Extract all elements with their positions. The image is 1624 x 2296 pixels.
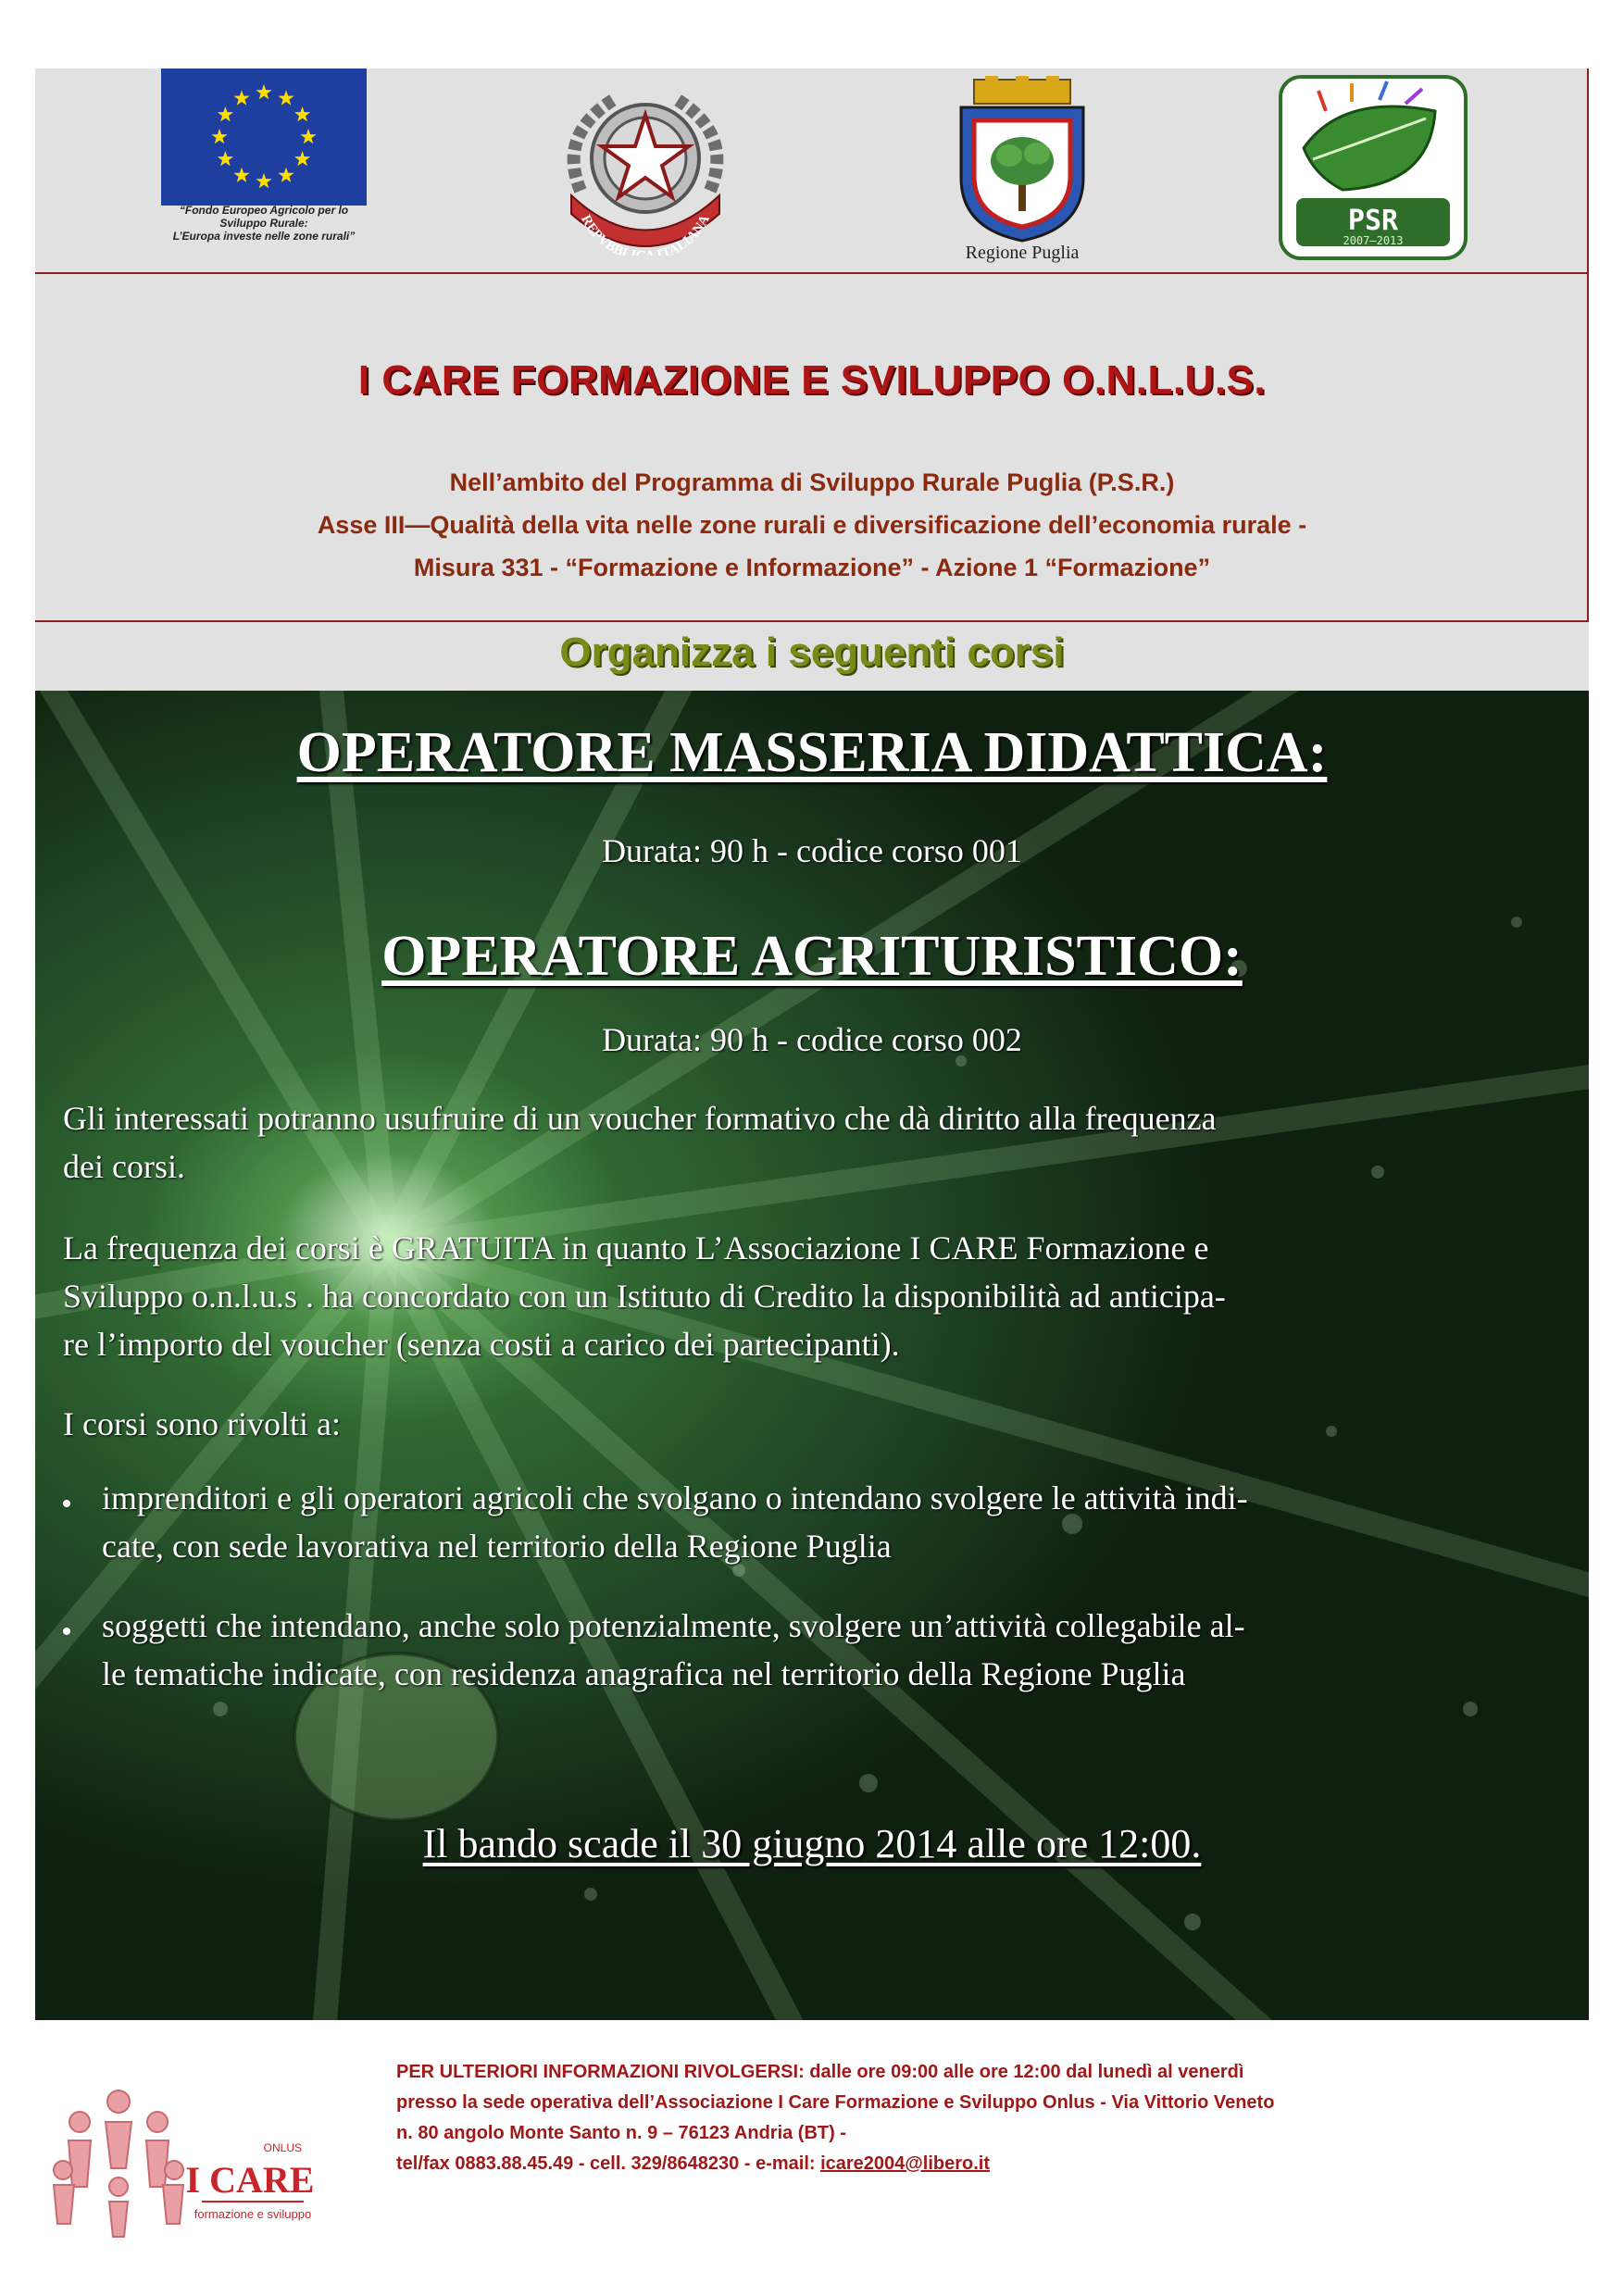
list-item-line: soggetti che intendano, anche solo potenzialmente, svolgere un’attività collegabile al- [102, 1607, 1245, 1644]
voucher-paragraph [63, 1094, 1563, 1191]
eu-star-icon [300, 129, 316, 144]
courses-panel [35, 691, 1589, 2020]
list-item-line: le tematiche indicate, con residenza anagrafica nel territorio della Regione Puglia [102, 1655, 1186, 1692]
organization-title: I CARE FORMAZIONE E SVILUPPO O.N.L.U.S. [357, 357, 1267, 403]
italian-republic-emblem-icon [539, 80, 752, 256]
regione-puglia-logo [948, 76, 1096, 270]
list-item [63, 1474, 1581, 1570]
eu-star-icon [233, 168, 249, 182]
icare-logo [44, 2066, 378, 2242]
course-title: OPERATORE MASSERIA DIDATTICA: [296, 721, 1328, 784]
eu-flag-icon [161, 69, 367, 206]
contact-line: n. 80 angolo Monte Santo n. 9 – 76123 Andria (BT) - [396, 2123, 846, 2143]
eu-star-icon [278, 90, 294, 105]
eu-caption-line: “Fondo Europeo Agricolo per lo [179, 204, 349, 217]
eu-star-icon [278, 168, 294, 182]
bullet-icon [63, 1628, 70, 1635]
eu-star-icon [211, 129, 227, 144]
eu-star-icon [256, 84, 271, 99]
program-line: Asse III—Qualità della vita nelle zone rurali e diversificazione dell’economia rurale - [317, 511, 1307, 539]
icare-onlus: ONLUS [263, 2141, 302, 2154]
psr-logo [1278, 74, 1468, 261]
contact-info [396, 2057, 1581, 2179]
eu-star-icon [294, 106, 310, 121]
deadline-text: Il bando scade il 30 giugno 2014 alle ore 12:00. [422, 1821, 1202, 1866]
eu-star-icon [294, 151, 310, 166]
eu-logo [161, 69, 367, 254]
paragraph-line: dei corsi. [63, 1148, 185, 1185]
course-info: Durata: 90 h - codice corso 001 [602, 832, 1022, 869]
program-line: Nell’ambito del Programma di Sviluppo Rurale Puglia (P.S.R.) [449, 468, 1175, 496]
icare-sub: formazione e sviluppo [194, 2207, 312, 2221]
icare-name: I CARE [185, 2159, 315, 2201]
logo-strip [35, 69, 1589, 272]
contact-line [396, 2149, 1581, 2179]
psr-text: PSR [1347, 205, 1399, 237]
paragraph-line: Sviluppo o.n.l.u.s . ha concordato con un Istituto di Credito la disponibilità ad anticipa- [63, 1278, 1226, 1315]
list-item-line: cate, con sede lavorativa nel territorio della Regione Puglia [102, 1528, 892, 1565]
eu-caption [161, 204, 367, 243]
organizza-heading: Organizza i seguenti corsi [559, 630, 1065, 675]
contact-line: presso la sede operativa dell’Associazione I Care Formazione e Sviluppo Onlus - Via Vittorio Veneto [396, 2092, 1275, 2113]
course-title: OPERATORE AGRITURISTICO: [381, 925, 1243, 988]
course-info: Durata: 90 h - codice corso 002 [602, 1021, 1022, 1058]
rivolti-paragraph: I corsi sono rivolti a: [63, 1405, 341, 1442]
list-item-line: imprenditori e gli operatori agricoli che svolgano o intendano svolgere le attività indi- [102, 1479, 1248, 1516]
regione-puglia-caption: Regione Puglia [965, 243, 1080, 263]
footer [35, 2020, 1589, 2296]
eu-star-icon [218, 106, 233, 121]
eu-caption-line: Sviluppo Rurale: [219, 217, 308, 230]
republic-text: REPVBBLI ITALIANA [578, 212, 713, 256]
contact-email-link[interactable]: icare2004@libero.it [820, 2153, 991, 2174]
list-item [63, 1602, 1581, 1698]
contact-phone: tel/fax 0883.88.45.49 - cell. 329/8648230 - e-mail: [396, 2153, 821, 2174]
paragraph-line: La frequenza dei corsi è GRATUITA in quanto L’Associazione I CARE Formazione e [63, 1229, 1209, 1267]
eu-star-icon [218, 151, 233, 166]
paragraph-line: Gli interessati potranno usufruire di un voucher formativo che dà diritto alla frequenza [63, 1100, 1217, 1137]
gratuita-paragraph [63, 1224, 1563, 1368]
eu-star-icon [256, 173, 271, 188]
paragraph-line: re l’importo del voucher (senza costi a carico dei partecipanti). [63, 1326, 900, 1363]
eu-caption-line: L’Europa investe nelle zone rurali” [172, 230, 356, 243]
contact-line: PER ULTERIORI INFORMAZIONI RIVOLGERSI: dalle ore 09:00 alle ore 12:00 dal lunedì al venerdì [396, 2062, 1244, 2082]
program-line: Misura 331 - “Formazione e Informazione” - Azione 1 “Formazione” [413, 554, 1211, 581]
bullet-icon [63, 1500, 70, 1507]
header-panel [35, 69, 1589, 691]
puglia-shield-icon [948, 76, 1096, 243]
psr-years: 2007–2013 [1343, 234, 1404, 247]
eu-star-icon [233, 90, 249, 105]
